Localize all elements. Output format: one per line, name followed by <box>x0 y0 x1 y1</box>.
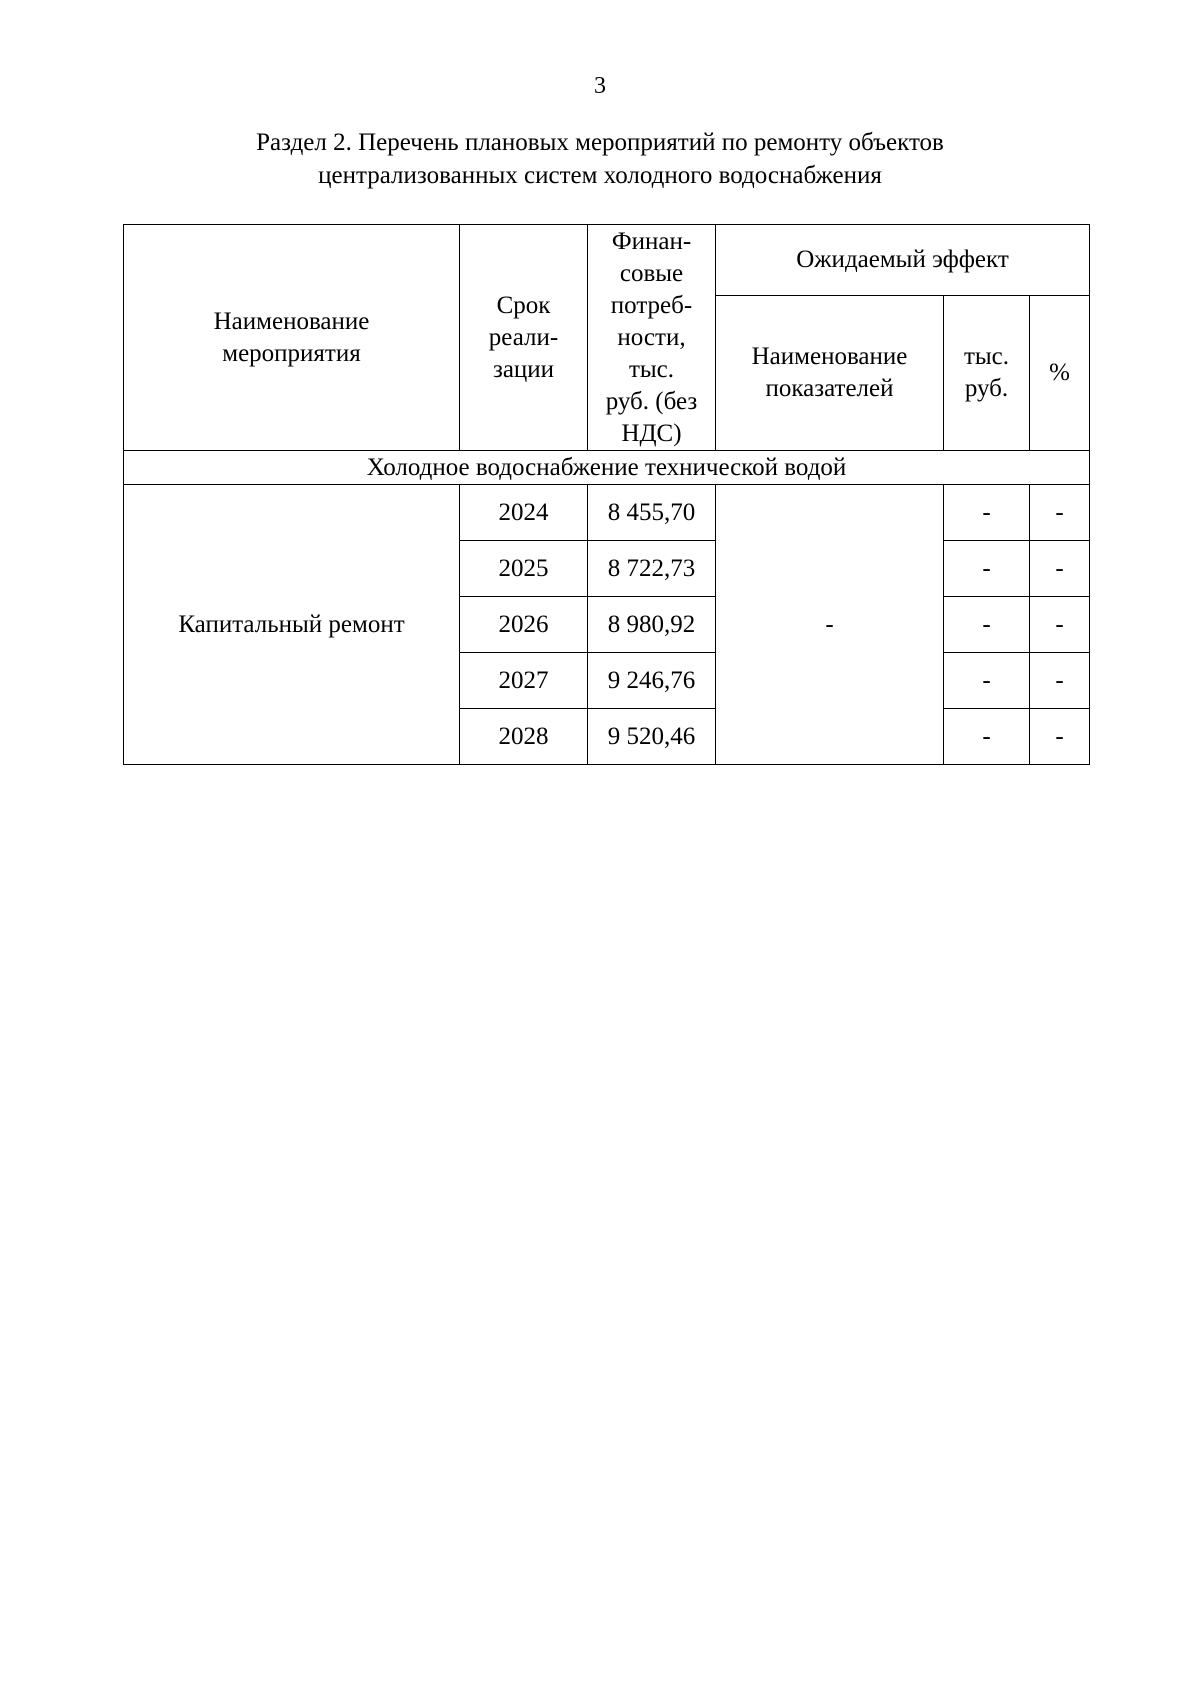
percent-cell: - <box>1030 485 1090 541</box>
indicator-name-cell: - <box>716 485 944 765</box>
group-row <box>124 451 1090 485</box>
section-title <box>100 126 1100 192</box>
rub-cell: - <box>944 541 1030 597</box>
finance-cell: 9 246,76 <box>588 653 716 709</box>
year-cell: 2027 <box>460 653 588 709</box>
finance-cell: 8 455,70 <box>588 485 716 541</box>
rub-cell: - <box>944 653 1030 709</box>
percent-cell: - <box>1030 541 1090 597</box>
group-label: Холодное водоснабжение технической водой <box>124 451 1090 485</box>
header-indicator-name: Наименование показателей <box>716 296 944 451</box>
rub-cell: - <box>944 597 1030 653</box>
year-cell: 2025 <box>460 541 588 597</box>
activity-name-cell: Капитальный ремонт <box>124 485 460 765</box>
percent-cell: - <box>1030 597 1090 653</box>
finance-cell: 8 722,73 <box>588 541 716 597</box>
year-cell: 2026 <box>460 597 588 653</box>
finance-cell: 8 980,92 <box>588 597 716 653</box>
header-row-top <box>124 225 1090 296</box>
header-term: Срок реали- зации <box>460 225 588 451</box>
percent-cell: - <box>1030 653 1090 709</box>
table-row <box>124 485 1090 541</box>
header-thousand-rub: тыс. руб. <box>944 296 1030 451</box>
finance-cell: 9 520,46 <box>588 709 716 765</box>
year-cell: 2028 <box>460 709 588 765</box>
repair-plan-table <box>123 224 1090 765</box>
rub-cell: - <box>944 709 1030 765</box>
header-activity-name: Наименование мероприятия <box>124 225 460 451</box>
percent-cell: - <box>1030 709 1090 765</box>
section-title-line-1: Раздел 2. Перечень плановых мероприятий по ремонту объектов <box>256 129 944 156</box>
header-finance: Финан- совые потреб- ности, тыс. руб. (без НДС) <box>588 225 716 451</box>
section-title-line-2: централизованных систем холодного водоснабжения <box>318 162 882 189</box>
header-expected-effect: Ожидаемый эффект <box>716 225 1090 296</box>
rub-cell: - <box>944 485 1030 541</box>
header-percent: % <box>1030 296 1090 451</box>
year-cell: 2024 <box>460 485 588 541</box>
page-number: 3 <box>594 73 606 99</box>
